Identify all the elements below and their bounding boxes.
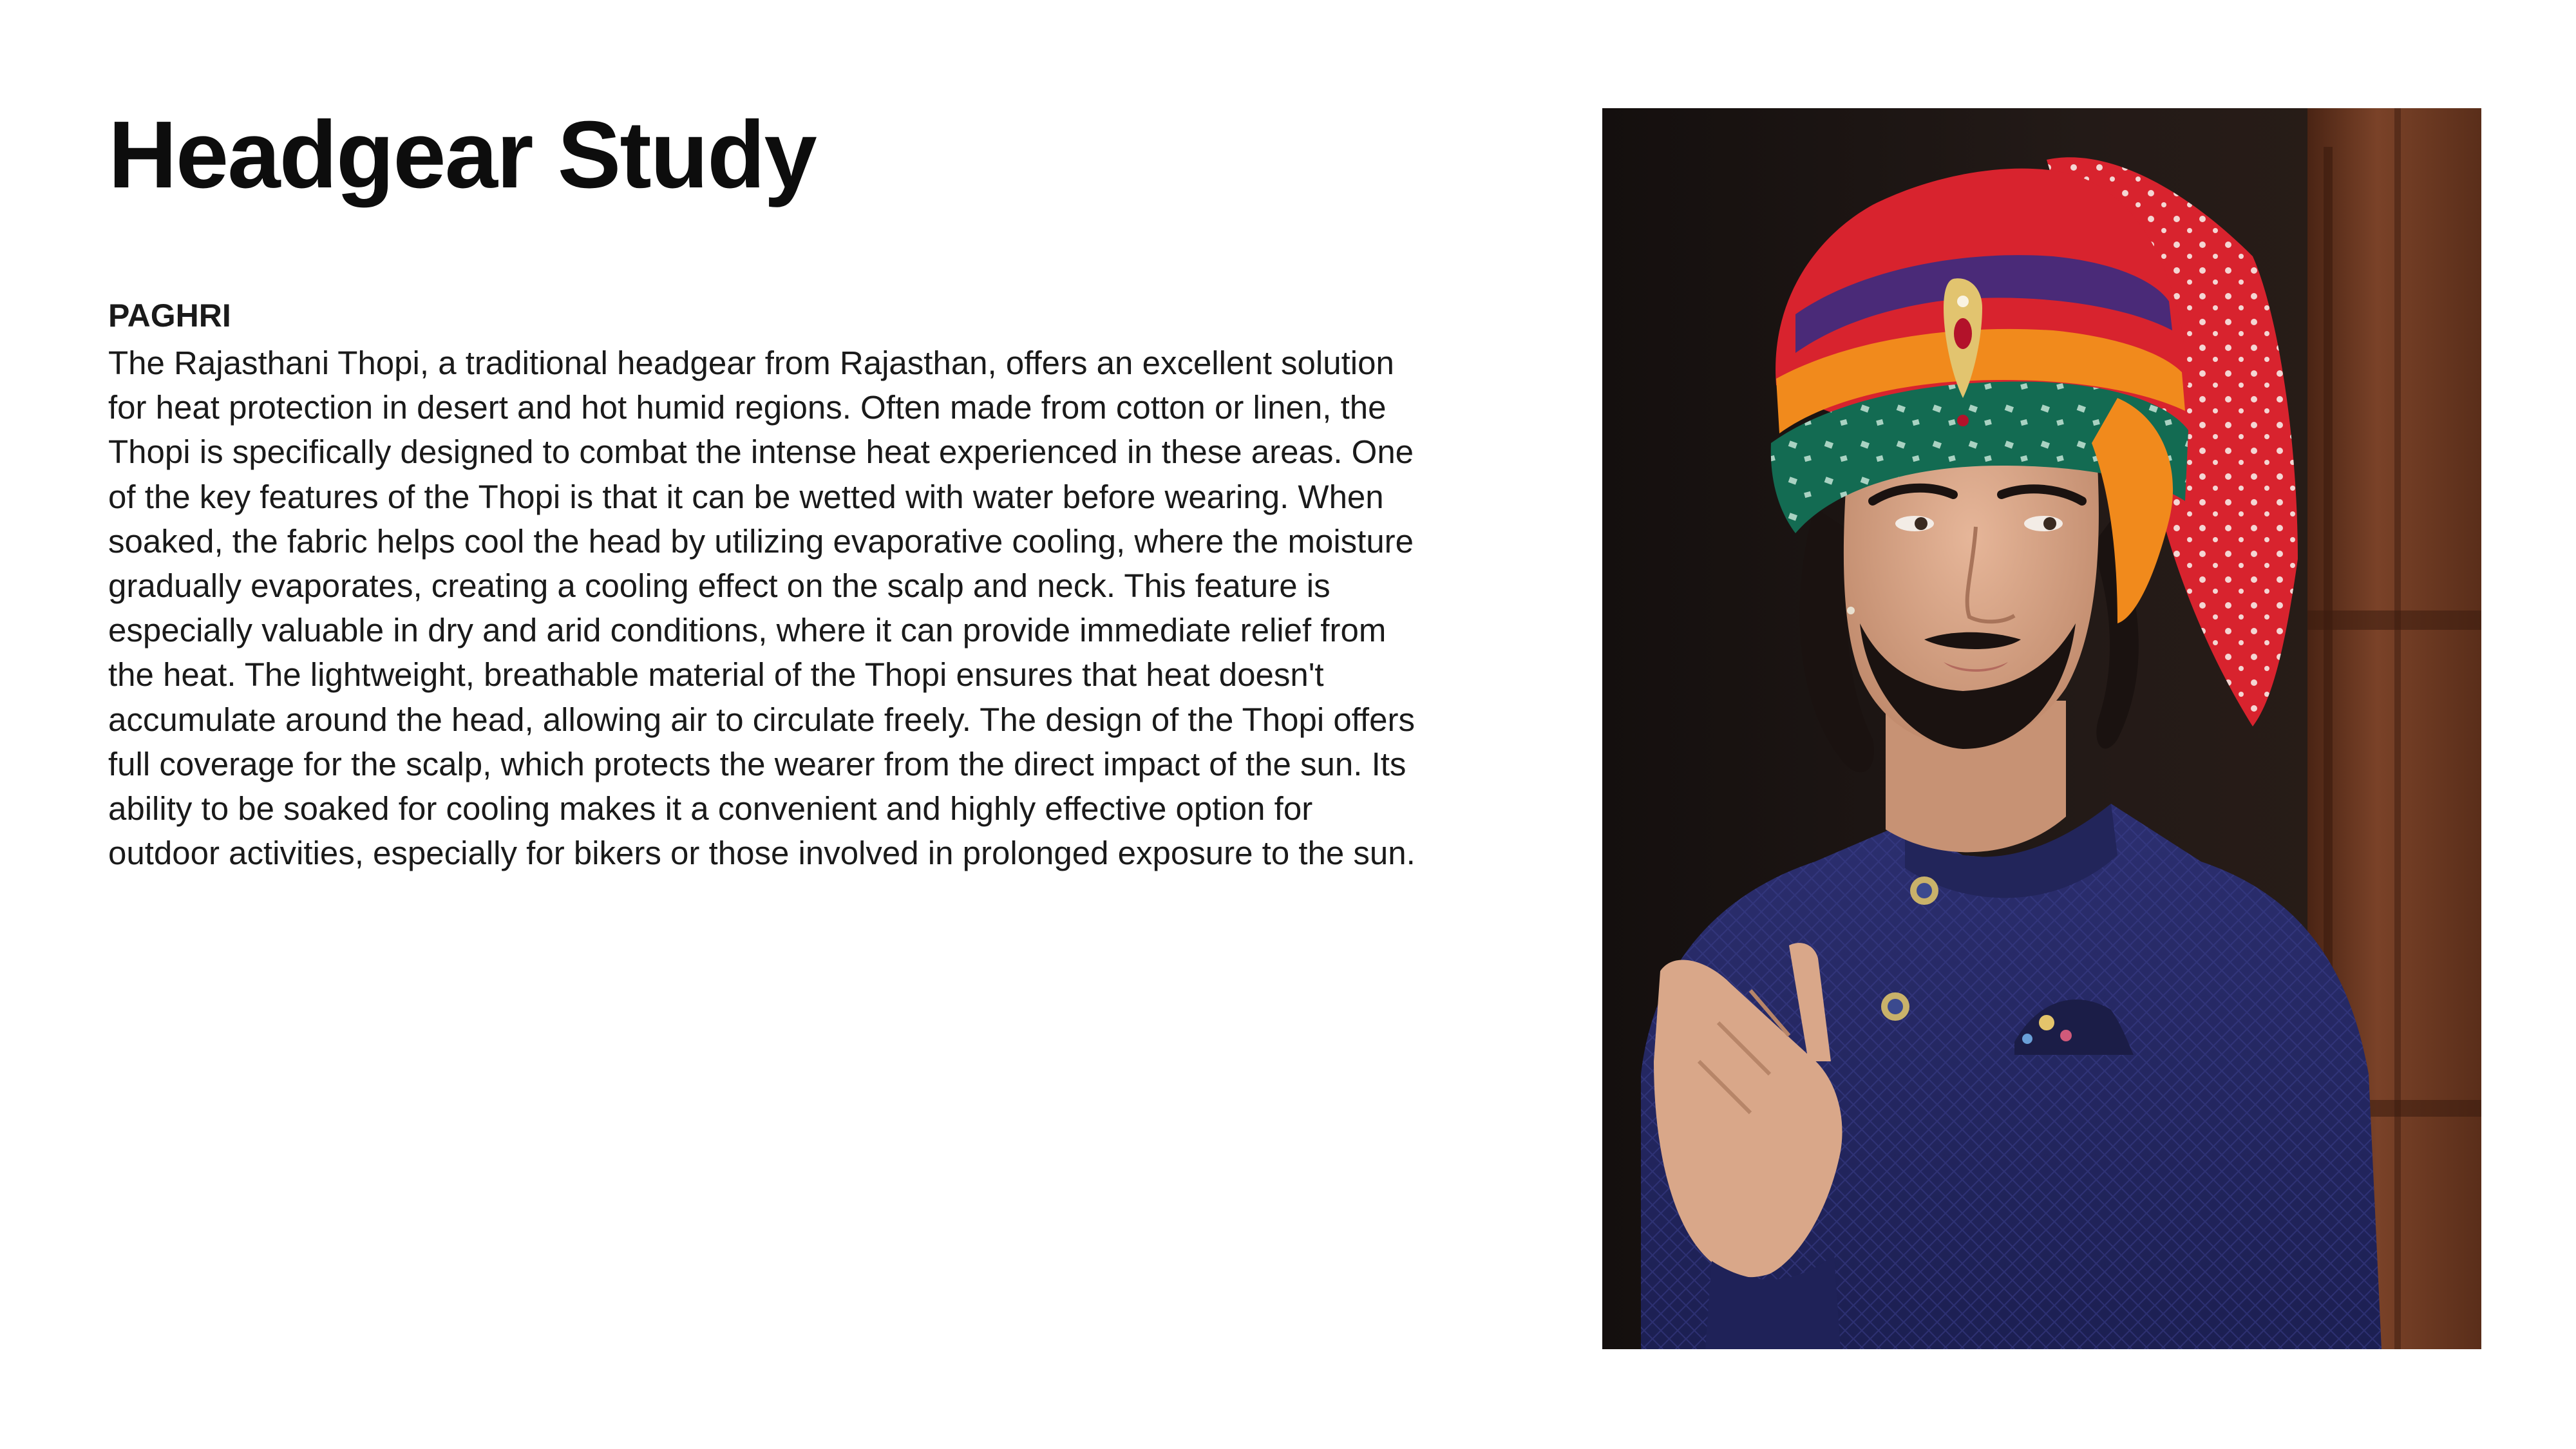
text-block	[108, 293, 1422, 875]
section-body: The Rajasthani Thopi, a traditional headgear from Rajasthan, offers an excellent solution for heat protection in desert and hot humid regions. Often made from cotton or linen, the Thopi is specifically designed to combat the intense heat experienced in these areas. One of the key features of the Thopi is that it can be wetted with water before wearing. When soaked, the fabric helps cool the head by utilizing evaporative cooling, where the moisture gradually evaporates, creating a cooling effect on the scalp and neck. This feature is especially valuable in dry and arid conditions, where it can provide immediate relief from the heat. The lightweight, breathable material of the Thopi ensures that heat doesn't accumulate around the head, allowing air to circulate freely. The design of the Thopi offers full coverage for the scalp, which protects the wearer from the direct impact of the sun. Its ability to be soaked for cooling makes it a convenient and highly effective option for outdoor activities, especially for bikers or those involved in prolonged exposure to the sun.	[108, 345, 1416, 872]
section-heading: PAGHRI	[108, 298, 231, 334]
paghri-photo	[1602, 108, 2481, 1349]
slide-title: Headgear Study	[108, 102, 816, 208]
